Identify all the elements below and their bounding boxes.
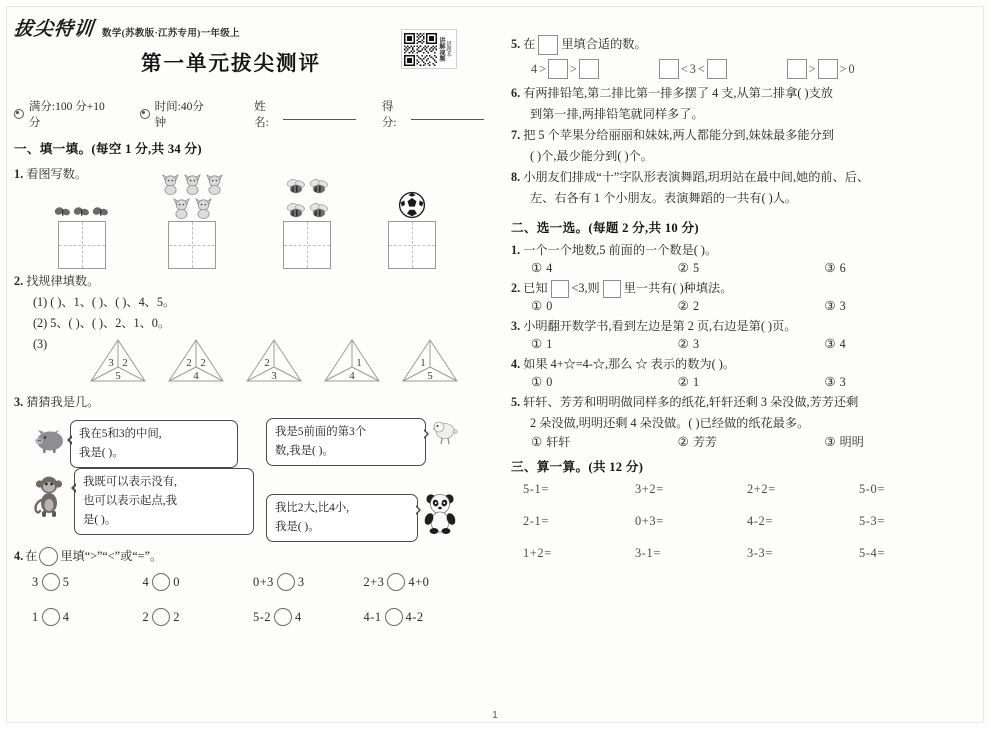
triangle-left-value: 1 (420, 357, 426, 369)
speech-bubble-pig (70, 420, 238, 468)
mc-question-4-text: 如果 4+☆=4-☆,那么 ☆ 表示的数为( )。 (523, 357, 735, 371)
choice-option[interactable] (824, 298, 971, 314)
mc-question-2-choices (511, 298, 971, 314)
choice-mark: ① (531, 337, 543, 351)
question-6-line-2: 到第一排,两排铅笔就同样多了。 (530, 107, 704, 121)
answer-box-square[interactable] (548, 59, 568, 79)
butterfly-icon (92, 205, 110, 219)
cmp-right: 4+0 (408, 574, 430, 589)
soccer-ball-icon (398, 191, 426, 219)
arithmetic-problem[interactable]: 3-3= (747, 546, 773, 560)
comparison-item (143, 608, 254, 626)
cmp-left: 4 (142, 574, 150, 589)
score-input-line[interactable] (411, 108, 484, 120)
arithmetic-problem[interactable]: 4-2= (747, 514, 773, 528)
section-two-heading: 二、选一选。(每题 2 分,共 10 分) (511, 221, 699, 235)
question-2 (14, 271, 474, 292)
triangle-diagram[interactable] (87, 336, 149, 386)
bullet-ring-icon-2 (140, 109, 150, 119)
time-label: 时间:40分钟 (154, 101, 204, 129)
choice-option[interactable] (678, 260, 825, 276)
picture-group-butterflies (34, 171, 130, 269)
question-4-number: 4. (14, 549, 24, 563)
choice-option[interactable] (531, 260, 678, 276)
arithmetic-problem[interactable]: 1+2= (523, 546, 552, 560)
cmp-right: 3 (297, 574, 305, 589)
mc-question-5-number: 5. (511, 395, 521, 409)
question-1-picture-row (14, 185, 474, 269)
cmp-left: 2 (142, 609, 150, 624)
choice-mark: ② (677, 261, 689, 275)
ineq-part: 0 (848, 61, 855, 76)
question-3-text: 猜猜我是几。 (26, 395, 100, 409)
score-field-group[interactable] (382, 98, 484, 130)
answer-box-square[interactable] (818, 59, 838, 79)
triangle-diagram[interactable] (243, 336, 305, 386)
question-8-line-2[interactable]: 左、右各有 1 个小朋友。表演舞蹈的一共有( )人。 (530, 191, 798, 205)
question-7-line-1: 把 5 个苹果分给丽丽和妹妹,两人都能分到,妹妹最多能分到 (523, 128, 834, 142)
ineq-op: > (808, 61, 816, 76)
answer-box-square[interactable] (707, 59, 727, 79)
bubble-line-1: 我比2大,比4小, (275, 502, 350, 514)
cat-icon (171, 197, 192, 219)
choice-mark: ③ (824, 337, 836, 351)
cmp-right: 5 (62, 574, 70, 589)
choice-option[interactable] (531, 433, 678, 450)
comparison-circle[interactable] (42, 573, 60, 591)
cat-icon (204, 173, 225, 195)
name-label: 姓名: (254, 101, 269, 129)
triangle-diagram[interactable] (321, 336, 383, 386)
mc-question-4 (511, 354, 971, 375)
right-column-content (511, 34, 971, 561)
choice-mark: ② (677, 434, 689, 449)
choice-option[interactable] (678, 298, 825, 314)
mc-question-5-choices (511, 433, 971, 450)
question-2-line-1: (1) ( )、1、( )、( )、4、5。 (33, 295, 176, 309)
page-number: 1 (492, 710, 498, 721)
choice-option[interactable] (531, 336, 678, 352)
mc-question-1-choices (511, 260, 971, 276)
choice-mark: ① (531, 434, 543, 449)
answer-box-tianzige[interactable] (283, 221, 331, 269)
triangle-diagram-row (47, 336, 461, 386)
exam-meta-row (14, 98, 484, 130)
comparison-circle[interactable] (274, 608, 292, 626)
brand-header (14, 14, 240, 41)
mc-question-5-line-1: 轩轩、芳芳和明明做同样多的纸花,轩轩还剩 3 朵没做,芳芳还剩 (523, 395, 859, 409)
ineq-op: < (697, 61, 705, 76)
cmp-left: 1 (32, 609, 39, 624)
arithmetic-problem[interactable]: 5-4= (859, 546, 885, 560)
answer-box-tianzige[interactable] (58, 221, 106, 269)
choice-label: 芳芳 (692, 435, 718, 449)
triangle-bottom-value: 4 (193, 370, 199, 382)
choice-mark: ② (677, 337, 689, 351)
choice-mark: ① (531, 299, 543, 313)
choice-label: 轩轩 (546, 435, 571, 449)
choice-option[interactable] (678, 433, 825, 450)
mc-question-5 (511, 392, 971, 413)
question-3-bubble-area (14, 416, 474, 544)
answer-box-square[interactable] (538, 35, 558, 55)
question-4-text-a: 在 (25, 549, 38, 563)
choice-label: 3 (692, 336, 699, 351)
choice-label: 3 (839, 374, 846, 389)
choice-label: 5 (692, 260, 699, 275)
comparison-circle[interactable] (152, 573, 170, 591)
mc-question-3-choices (511, 336, 971, 352)
comparison-circle[interactable] (277, 573, 295, 591)
qr-label-side: 错题本 (445, 40, 451, 58)
mc-question-4-number: 4. (511, 357, 521, 371)
triangle-bottom-value: 5 (115, 370, 121, 382)
cmp-left: 0+3 (253, 574, 274, 589)
soccer-ball-icon-group (364, 171, 460, 219)
choice-option[interactable] (824, 433, 971, 450)
choice-mark: ② (677, 375, 689, 389)
choice-mark: ① (531, 261, 543, 275)
name-field-group[interactable] (254, 98, 356, 130)
bubble-line-2[interactable]: 数,我是( )。 (275, 445, 334, 457)
arithmetic-problem[interactable]: 0+3= (635, 514, 664, 528)
choice-label: 2 (692, 298, 699, 313)
question-4-comparison-grid (14, 573, 474, 626)
question-5-inequality-row (511, 59, 971, 79)
section-one-heading: 一、填一填。(每空 1 分,共 34 分) (14, 142, 202, 156)
triangle-bottom-value: 4 (349, 370, 355, 382)
question-3-number: 3. (14, 395, 24, 409)
triangle-diagram[interactable] (165, 336, 227, 386)
ineq-op: > (539, 61, 546, 76)
question-2-number: 2. (14, 274, 24, 288)
triangle-left-value: 2 (264, 357, 270, 369)
comparison-item (143, 573, 254, 591)
arithmetic-problem[interactable]: 2+2= (747, 482, 776, 496)
mc-question-1 (511, 240, 971, 261)
question-6-number: 6. (511, 86, 521, 100)
bubble-line-3[interactable]: 是( )。 (83, 514, 117, 526)
answer-box-square[interactable] (579, 59, 599, 79)
choice-mark: ③ (824, 261, 836, 275)
arithmetic-problem[interactable]: 5-0= (859, 482, 885, 496)
answer-box-square[interactable] (659, 59, 679, 79)
cmp-right: 4-2 (405, 609, 424, 624)
ineq-part: 4 (531, 61, 538, 76)
speech-bubble-panda (266, 494, 418, 542)
mc-question-2-number: 2. (511, 281, 521, 295)
mc-question-1-number: 1. (511, 243, 521, 257)
choice-option[interactable] (678, 336, 825, 352)
question-3 (14, 392, 474, 413)
score-label: 得分: (381, 101, 397, 129)
question-8-number: 8. (511, 170, 521, 184)
comparison-item (364, 573, 475, 591)
question-4 (14, 546, 474, 567)
mc-question-4-choices (511, 374, 971, 390)
choice-label: 0 (546, 298, 553, 313)
triangle-bottom-value: 3 (271, 370, 277, 382)
cmp-right: 4 (62, 609, 70, 624)
question-5-text-a: 在 (523, 37, 536, 51)
speech-bubble-monkey (74, 468, 254, 535)
question-8 (511, 167, 971, 188)
choice-label: 3 (839, 298, 846, 313)
mc-question-3 (511, 316, 971, 337)
triangle-right-value: 2 (200, 357, 206, 369)
choice-label: 1 (692, 374, 699, 389)
choice-label: 明明 (839, 435, 864, 449)
cmp-left: 5-2 (253, 609, 272, 624)
butterfly-icon (54, 205, 72, 219)
cat-icon (193, 197, 214, 219)
bubble-line-1: 我是5前面的第3个 (275, 426, 367, 438)
picture-group-ball (364, 171, 460, 269)
answer-box-square[interactable] (603, 280, 621, 298)
mc-question-3-text: 小明翻开数学书,看到左边是第 2 页,右边是第( )页。 (523, 319, 797, 333)
time-meta (140, 98, 215, 130)
mc-question-2-text-c: 里一共有( )种填法。 (623, 281, 733, 295)
choice-mark: ③ (824, 375, 836, 389)
brand-subtitle: 数学(苏教版·江苏专用)一年级上 (102, 29, 240, 39)
question-2-text: 找规律填数。 (26, 274, 100, 288)
choice-option[interactable] (678, 374, 825, 390)
mc-question-5-line-2: 2 朵没做,明明还剩 4 朵没做。( )已经做的纸花最多。 (530, 416, 810, 430)
question-8-line-1: 小朋友们排成“十”字队形表演舞蹈,玥玥站在最中间,她的前、后、 (523, 170, 870, 184)
triangle-diagram[interactable] (399, 336, 461, 386)
question-2-line-2: (2) 5、( )、( )、2、1、0。 (33, 316, 171, 330)
question-6 (511, 83, 971, 104)
comparison-item (364, 608, 475, 626)
choice-option[interactable] (531, 374, 678, 390)
cmp-right: 4 (295, 609, 302, 624)
arithmetic-problem[interactable]: 3-1= (635, 546, 661, 560)
name-input-line[interactable] (283, 108, 356, 120)
comparison-item (253, 608, 364, 626)
cat-icon (182, 173, 203, 195)
question-7-number: 7. (511, 128, 521, 142)
choice-label: 4 (839, 336, 846, 351)
question-1-text: 看图写数。 (26, 167, 88, 181)
ineq-op: > (569, 61, 577, 76)
choice-mark: ② (677, 299, 689, 313)
bee-icon (285, 178, 307, 195)
question-4-text-b: 里填“>”“<”或“=”。 (60, 549, 163, 563)
arithmetic-problem[interactable]: 3+2= (635, 482, 664, 496)
picture-group-bees (259, 171, 355, 269)
mc-question-1-text: 一个一个地数,5 前面的一个数是( )。 (523, 243, 718, 257)
choice-label: 6 (839, 260, 846, 275)
answer-box-tianzige[interactable] (168, 221, 216, 269)
bee-icon (308, 202, 330, 219)
answer-box-square[interactable] (551, 280, 569, 298)
bullet-ring-icon (14, 109, 24, 119)
answer-box-tianzige[interactable] (388, 221, 436, 269)
question-5-number: 5. (511, 37, 521, 51)
cmp-left: 2+3 (363, 574, 385, 589)
triangle-right-value: 1 (356, 357, 362, 369)
comparison-item (32, 608, 143, 626)
arithmetic-problem[interactable]: 5-1= (523, 482, 549, 496)
choice-option[interactable] (824, 336, 971, 352)
choice-option[interactable] (824, 374, 971, 390)
monkey-icon (32, 474, 66, 518)
qr-label-main: 讲解视频 (438, 36, 445, 62)
choice-mark: ③ (824, 299, 836, 313)
comparison-circle[interactable] (152, 608, 170, 626)
comparison-circle-icon[interactable] (39, 547, 58, 566)
panda-icon (422, 492, 460, 534)
comparison-circle[interactable] (42, 608, 60, 626)
section-three-heading: 三、算一算。(共 12 分) (511, 460, 644, 474)
choice-mark: ③ (824, 434, 836, 449)
comparison-circle[interactable] (385, 608, 403, 626)
choice-option[interactable] (531, 298, 678, 314)
arithmetic-grid (511, 482, 971, 561)
total-score-label: 满分:100 分+10 分 (28, 101, 105, 129)
answer-box-square[interactable] (787, 59, 807, 79)
bubble-line-2: 也可以表示起点,我 (83, 495, 177, 507)
picture-group-cats (144, 171, 240, 269)
mc-question-3-number: 3. (511, 319, 521, 333)
cmp-left: 4-1 (363, 609, 382, 624)
bee-icon (308, 178, 330, 195)
question-1-number: 1. (14, 167, 24, 181)
mc-question-2-text-a: 已知 (523, 281, 548, 295)
choice-option[interactable] (824, 260, 971, 276)
cmp-right: 2 (173, 609, 180, 624)
triangle-right-value: 2 (122, 357, 128, 369)
triangle-bottom-value: 5 (427, 370, 433, 382)
bubble-line-2[interactable]: 我是( )。 (275, 521, 320, 533)
chick-icon (432, 420, 460, 446)
question-7-line-2[interactable]: ( )个,最少能分到( )个。 (530, 149, 653, 163)
mc-question-2 (511, 278, 971, 299)
speech-bubble-chick (266, 418, 426, 466)
right-column (495, 0, 990, 729)
bubble-line-1: 我在5和3的中间, (79, 428, 162, 440)
triangle-left-value: 2 (186, 357, 192, 369)
arithmetic-problem[interactable]: 5-3= (859, 514, 885, 528)
triangle-left-value: 3 (108, 357, 114, 369)
cat-icon-group (155, 171, 229, 219)
brand-logo: 拔尖特训 (12, 18, 96, 40)
inequality-1 (531, 59, 599, 79)
choice-label: 4 (546, 260, 553, 275)
inequality-3 (787, 59, 855, 79)
arithmetic-problem[interactable]: 2-1= (523, 514, 549, 528)
ineq-op: < (680, 61, 688, 76)
question-7 (511, 125, 971, 146)
comparison-circle[interactable] (387, 573, 405, 591)
comparison-item (253, 573, 364, 591)
cat-icon (160, 173, 181, 195)
cmp-right: 0 (173, 574, 180, 589)
bee-icon (285, 202, 307, 219)
question-5-text-b: 里填合适的数。 (561, 37, 647, 51)
butterfly-icon (73, 205, 91, 219)
question-2-line-3-label: (3) (33, 337, 48, 351)
ineq-op: > (839, 61, 847, 76)
bubble-line-1: 我既可以表示没有, (83, 476, 177, 488)
mc-question-2-text-b: <3,则 (571, 281, 600, 295)
inequality-2 (659, 59, 727, 79)
page-title: 第一单元拔尖测评 (141, 51, 321, 75)
bubble-line-2[interactable]: 我是( )。 (79, 447, 124, 459)
cmp-left: 3 (32, 574, 39, 589)
choice-label: 0 (546, 374, 553, 389)
total-score-meta (14, 98, 118, 130)
section-one (14, 138, 474, 626)
question-5 (511, 34, 971, 55)
choice-mark: ① (531, 375, 543, 389)
choice-label: 1 (546, 336, 553, 351)
question-6-line-1: 有两排铅笔,第二排比第一排多摆了 4 支,从第二排拿( )支放 (523, 86, 833, 100)
comparison-item (32, 573, 143, 591)
ineq-part: 3 (689, 61, 696, 76)
bee-icon-group (281, 171, 333, 219)
butterfly-icon-group (34, 171, 130, 219)
